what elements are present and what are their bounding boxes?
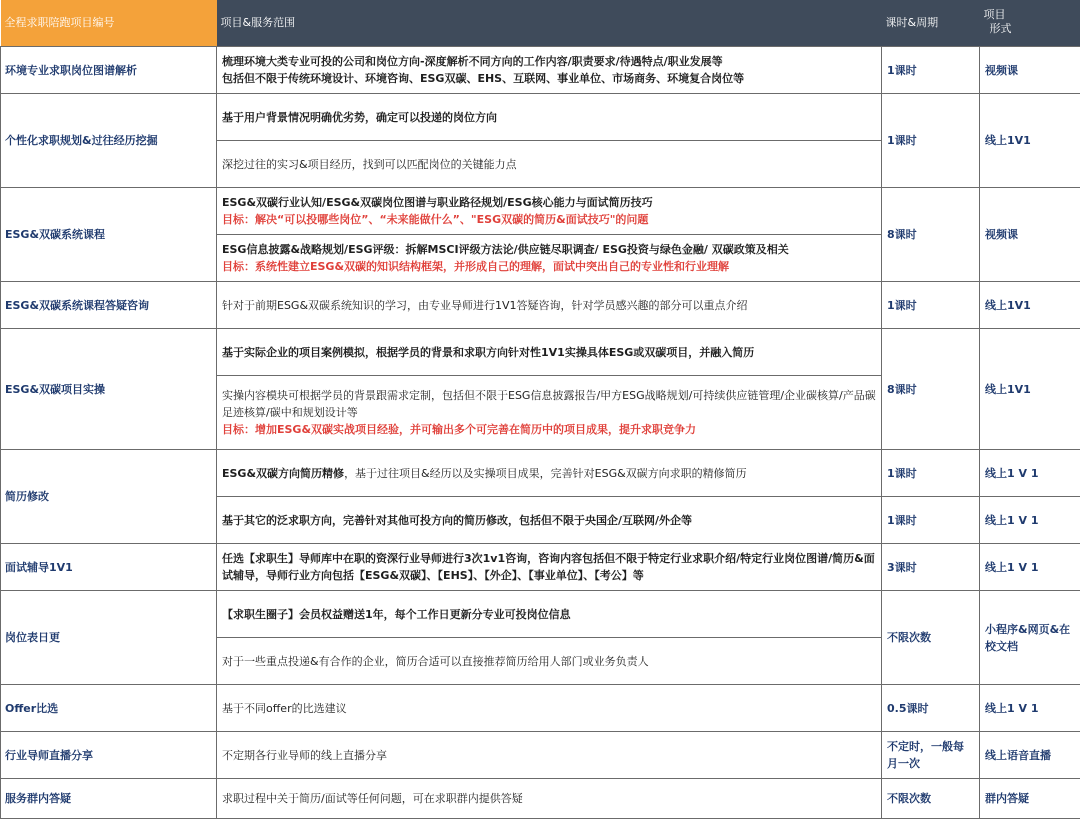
scope-rest: ，基于过往项目&经历以及实操项目成果，完善针对ESG&双碳方向求职的精修简历 <box>344 466 747 480</box>
row-form: 视频课 <box>980 188 1080 282</box>
row-scope <box>217 450 882 497</box>
row-hours: 8课时 <box>882 188 980 282</box>
row-name: Offer比选 <box>1 685 217 732</box>
row-scope: 不定期各行业导师的线上直播分享 <box>217 732 882 779</box>
table-row <box>1 685 1080 732</box>
row-scope: 基于其它的泛求职方向，完善针对其他可投方向的简历修改，包括但不限于央国企/互联网/外企等 <box>217 497 882 544</box>
row-scope: 基于用户背景情况明确优劣势，确定可以投递的岗位方向 <box>217 94 882 141</box>
row-name: ESG&双碳项目实操 <box>1 329 217 450</box>
row-scope: 对于一些重点投递&有合作的企业，简历合适可以直接推荐简历给用人部门或业务负责人 <box>217 638 882 685</box>
row-form: 视频课 <box>980 47 1080 94</box>
row-scope <box>217 47 882 94</box>
table-row <box>1 544 1080 591</box>
scope-line: 包括但不限于传统环境设计、环境咨询、ESG双碳、EHS、互联网、事业单位、市场商务、环境复合岗位等 <box>222 72 745 85</box>
header-hours: 课时&周期 <box>882 0 980 47</box>
row-name: 个性化求职规划&过往经历挖掘 <box>1 94 217 188</box>
row-scope: 深挖过往的实习&项目经历，找到可以匹配岗位的关键能力点 <box>217 141 882 188</box>
row-hours: 1课时 <box>882 94 980 188</box>
row-hours: 不限次数 <box>882 591 980 685</box>
header-form <box>980 0 1080 47</box>
table-row <box>1 329 1080 376</box>
row-form: 线上1 V 1 <box>980 544 1080 591</box>
row-form: 线上语音直播 <box>980 732 1080 779</box>
table-row <box>1 591 1080 638</box>
row-form: 群内答疑 <box>980 779 1080 819</box>
row-name: 面试辅导1V1 <box>1 544 217 591</box>
table-row <box>1 450 1080 497</box>
row-name: 简历修改 <box>1 450 217 544</box>
goal-line: 目标：解决“可以投哪些岗位”、“未来能做什么”、"ESG双碳的简历&面试技巧"的问题 <box>222 213 649 226</box>
row-hours: 8课时 <box>882 329 980 450</box>
row-scope <box>217 188 882 235</box>
goal-line: 目标：增加ESG&双碳实战项目经验，并可输出多个可完善在简历中的项目成果，提升求职竞争力 <box>222 423 697 436</box>
scope-line: ESG信息披露&战略规划/ESG评级：拆解MSCI评级方法论/供应链尽职调查/ ESG投资与绿色金融/ 双碳政策及相关 <box>222 243 789 256</box>
table-row <box>1 94 1080 141</box>
row-form: 小程序&网页&在校文档 <box>980 591 1080 685</box>
row-hours: 1课时 <box>882 450 980 497</box>
row-hours: 1课时 <box>882 47 980 94</box>
header-scope: 项目&服务范围 <box>217 0 882 47</box>
row-hours: 不限次数 <box>882 779 980 819</box>
row-scope: 基于不同offer的比选建议 <box>217 685 882 732</box>
table-row <box>1 47 1080 94</box>
row-form: 线上1V1 <box>980 329 1080 450</box>
row-hours: 1课时 <box>882 282 980 329</box>
row-scope <box>217 235 882 282</box>
row-name: 服务群内答疑 <box>1 779 217 819</box>
row-scope: 基于实际企业的项目案例模拟，根据学员的背景和求职方向针对性1V1实操具体ESG或双碳项目，并融入简历 <box>217 329 882 376</box>
row-scope: 求职过程中关于简历/面试等任何问题，可在求职群内提供答疑 <box>217 779 882 819</box>
row-form: 线上1 V 1 <box>980 497 1080 544</box>
table-row <box>1 282 1080 329</box>
row-scope: 任选【求职生】导师库中在职的资深行业导师进行3次1v1咨询，咨询内容包括但不限于特定行业求职介绍/特定行业岗位图谱/简历&面试辅导，导师行业方向包括【ESG&双碳】、【EHS】、【外企】、【事业单位】、【考公】等 <box>217 544 882 591</box>
row-hours: 不定时，一般每月一次 <box>882 732 980 779</box>
row-name: ESG&双碳系统课程 <box>1 188 217 282</box>
row-name: ESG&双碳系统课程答疑咨询 <box>1 282 217 329</box>
row-name: 岗位表日更 <box>1 591 217 685</box>
table-row <box>1 779 1080 819</box>
row-hours: 1课时 <box>882 497 980 544</box>
row-name: 环境专业求职岗位图谱解析 <box>1 47 217 94</box>
scope-line: 实操内容模块可根据学员的背景跟需求定制，包括但不限于ESG信息披露报告/甲方ESG战略规划/可持续供应链管理/企业碳核算/产品碳足迹核算/碳中和规划设计等 <box>222 389 876 419</box>
row-name: 行业导师直播分享 <box>1 732 217 779</box>
header-project-id: 全程求职陪跑项目编号 <box>1 0 217 47</box>
row-scope: 【求职生圈子】会员权益赠送1年，每个工作日更新分专业可投岗位信息 <box>217 591 882 638</box>
row-scope <box>217 376 882 450</box>
table-row <box>1 188 1080 235</box>
header-row <box>1 0 1080 47</box>
row-form: 线上1V1 <box>980 282 1080 329</box>
scope-line: 梳理环境大类专业可投的公司和岗位方向-深度解析不同方向的工作内容/职责要求/待遇特点/职业发展等 <box>222 55 723 68</box>
header-form-line2: 形式 <box>989 22 1012 35</box>
goal-line: 目标：系统性建立ESG&双碳的知识结构框架，并形成自己的理解，面试中突出自己的专业性和行业理解 <box>222 260 730 273</box>
scope-line: ESG&双碳行业认知/ESG&双碳岗位图谱与职业路径规划/ESG核心能力与面试简历技巧 <box>222 196 653 209</box>
header-form-line1: 项目 <box>983 8 1006 21</box>
row-hours: 3课时 <box>882 544 980 591</box>
row-scope: 针对于前期ESG&双碳系统知识的学习，由专业导师进行1V1答疑咨询，针对学员感兴趣的部分可以重点介绍 <box>217 282 882 329</box>
table-row <box>1 732 1080 779</box>
scope-bold: ESG&双碳方向简历精修 <box>222 466 345 480</box>
row-form: 线上1V1 <box>980 94 1080 188</box>
row-form: 线上1 V 1 <box>980 685 1080 732</box>
row-form: 线上1 V 1 <box>980 450 1080 497</box>
row-hours: 0.5课时 <box>882 685 980 732</box>
